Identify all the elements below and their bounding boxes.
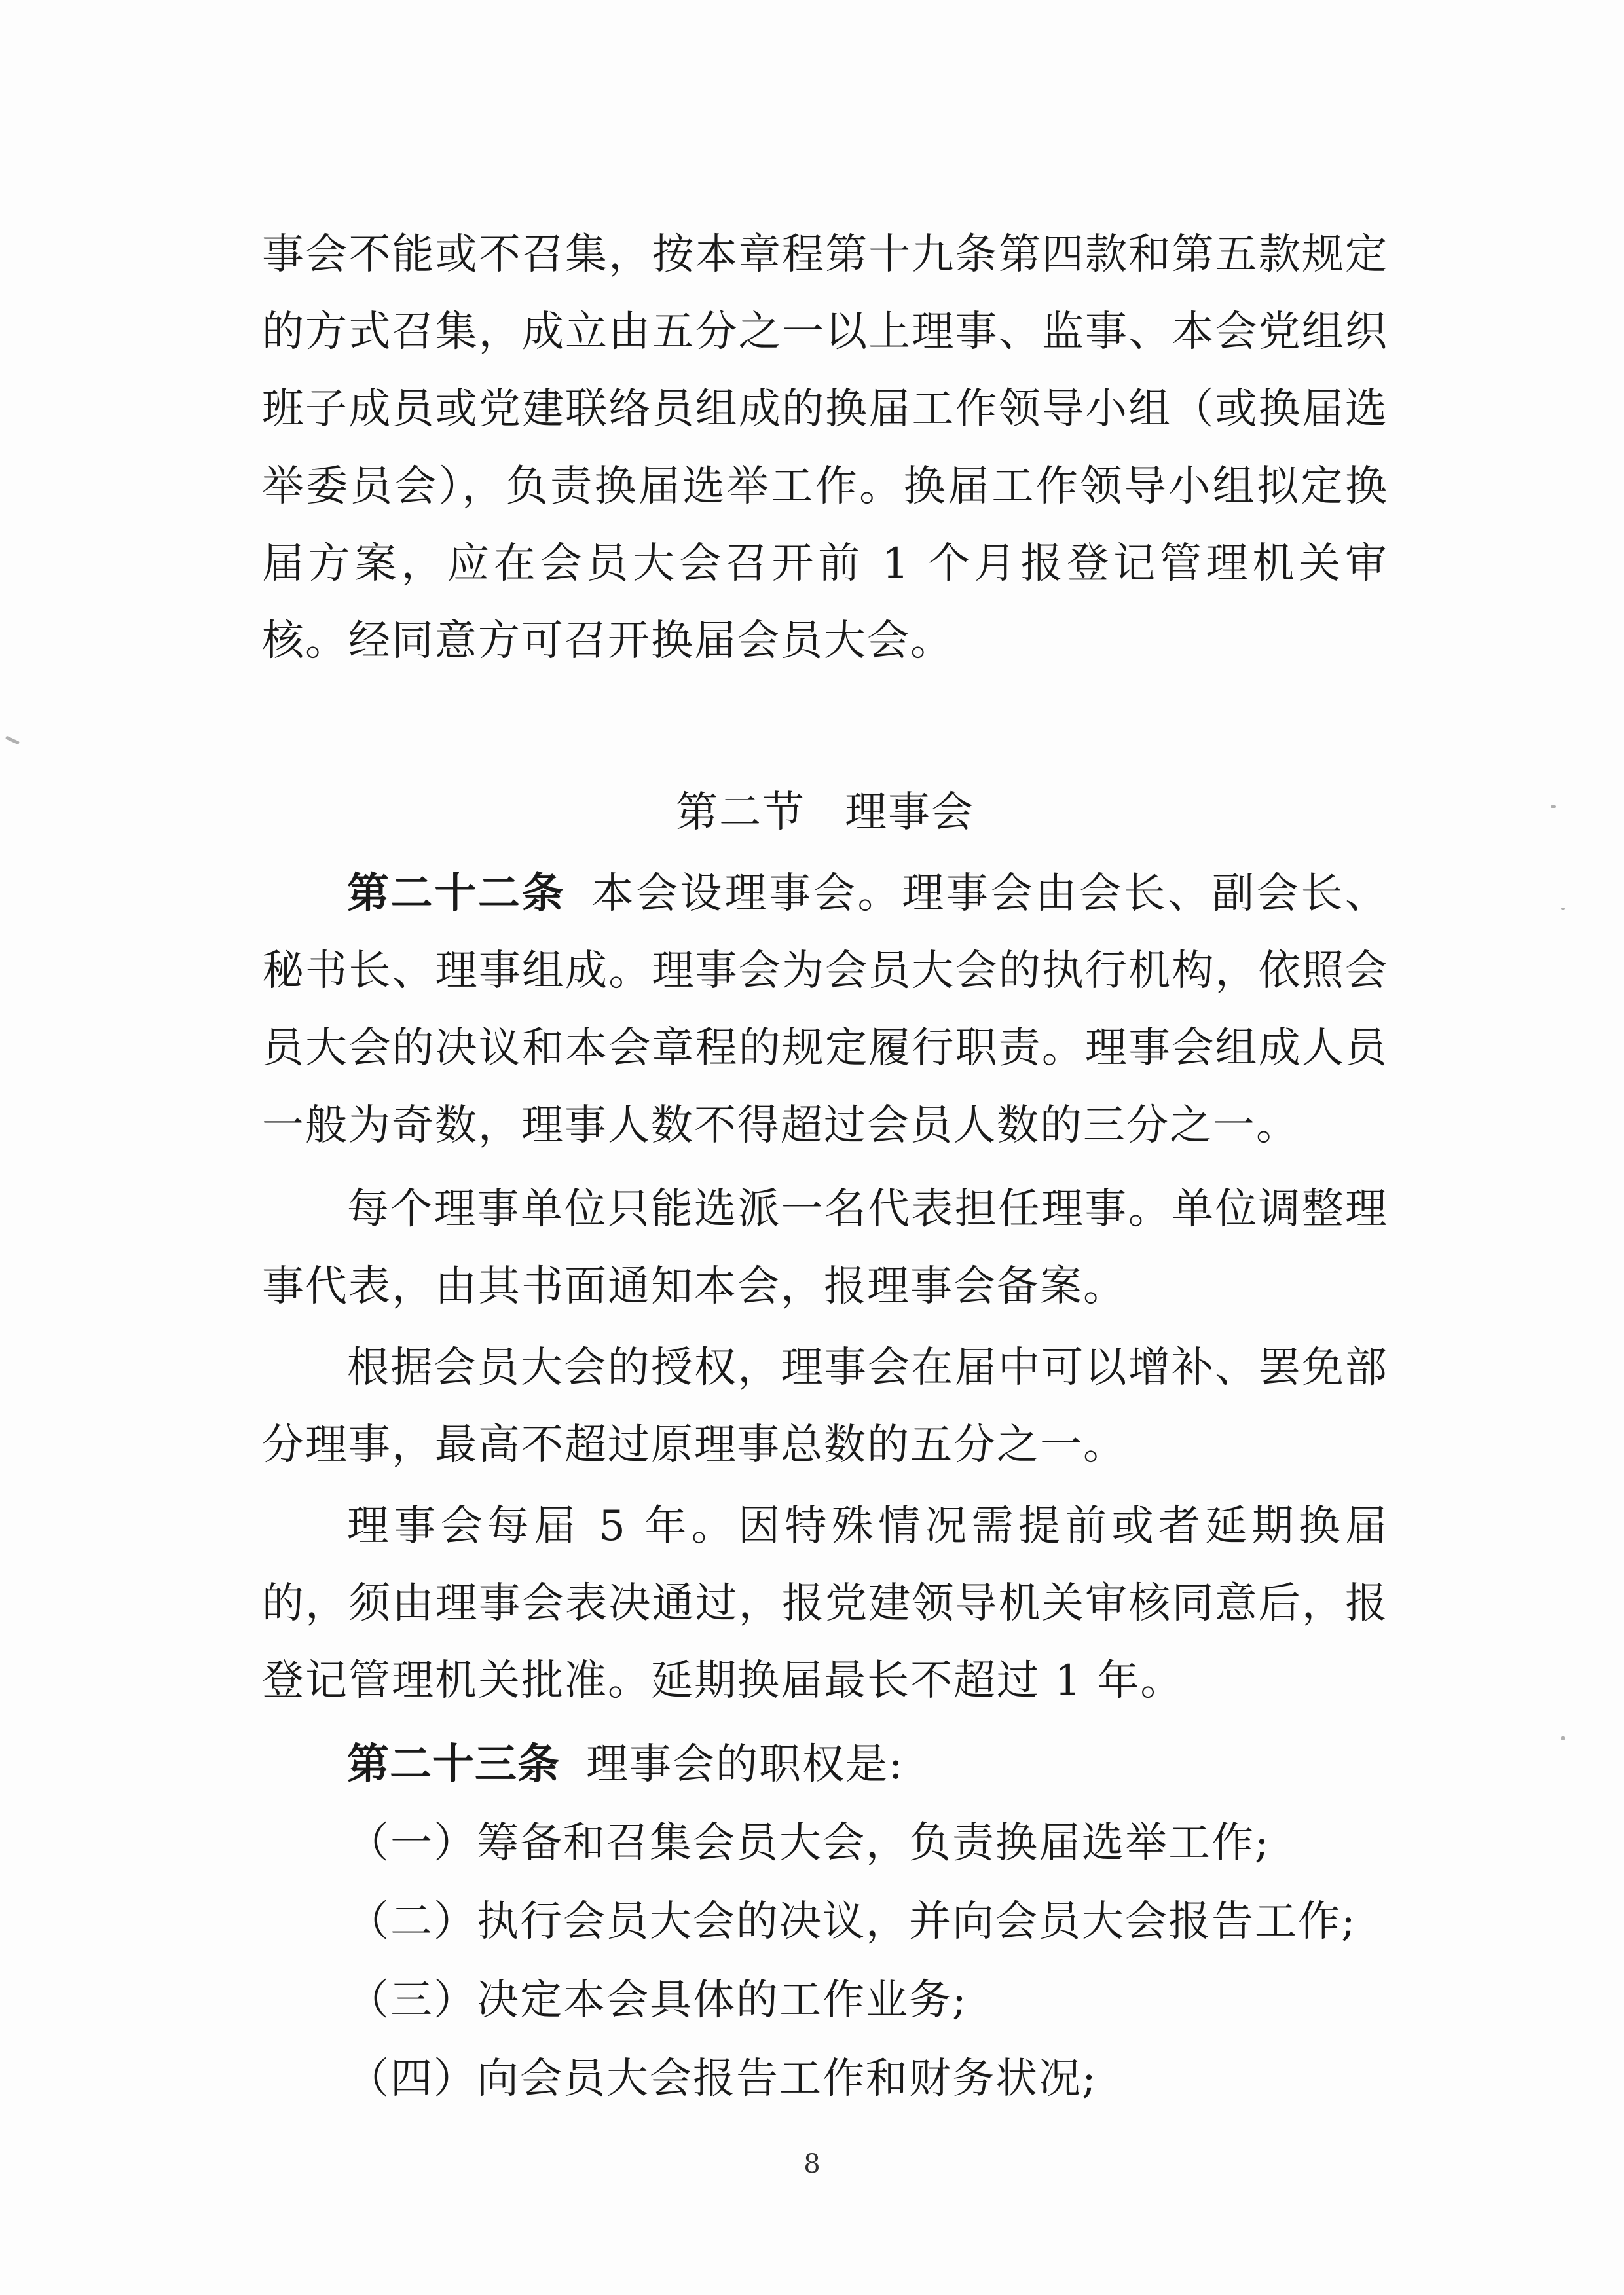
article-22-text: 本会设理事会。理事会由会长、副会长、秘书长、理事组成。理事会为会员大会的执行机构，依照会员大会的决议和本会章程的规定履行职责。理事会组成人员一般为奇数，理事人数不得超过会员人数的三分之一。	[262, 870, 1389, 1150]
list-item: （一）筹备和召集会员大会，负责换届选举工作;	[347, 1819, 1270, 1867]
article-22-label: 第二十二条	[347, 870, 566, 918]
list-item: （三）决定本会具体的工作业务;	[347, 1976, 968, 2025]
paragraph-continuation: 事会不能或不召集，按本章程第十九条第四款和第五款规定的方式召集，成立由五分之一以上理事、监事、本会党组织班子成员或党建联络员组成的换届工作领导小组（或换届选举委员会），负责换届选举工作。换届工作领导小组拟定换届方案，应在会员大会召开前 1 个月报登记管理机关审核。经同意方可召开换届会员大会。	[262, 230, 1388, 665]
list-item: （二）执行会员大会的决议，并向会员大会报告工作;	[347, 1898, 1357, 1946]
list-item: （四）向会员大会报告工作和财务状况;	[347, 2055, 1098, 2103]
article-23-label: 第二十三条	[347, 1740, 560, 1789]
scan-speck	[1561, 1736, 1565, 1740]
article-22	[262, 855, 1388, 1164]
section-number: 第二节	[676, 788, 805, 837]
scan-speck	[1551, 805, 1556, 808]
paragraph-directors-replace: 根据会员大会的授权，理事会在届中可以增补、罢免部分理事，最高不超过原理事总数的五分之一。	[262, 1344, 1388, 1469]
scan-speck	[5, 736, 20, 745]
section-name: 理事会	[845, 788, 974, 837]
section-title	[262, 774, 1388, 851]
scan-speck	[1561, 908, 1565, 910]
paragraph-directors-units: 每个理事单位只能选派一名代表担任理事。单位调整理事代表，由其书面通知本会，报理事会备案。	[262, 1185, 1388, 1311]
paragraph-term: 理事会每届 5 年。因特殊情况需提前或者延期换届的，须由理事会表决通过，报党建领导机关审核同意后，报登记管理机关批准。延期换届最长不超过 1 年。	[262, 1502, 1388, 1705]
page-number: 8	[803, 2149, 821, 2179]
article-23	[262, 1726, 1388, 1803]
article-23-text: 理事会的职权是:	[586, 1740, 904, 1789]
